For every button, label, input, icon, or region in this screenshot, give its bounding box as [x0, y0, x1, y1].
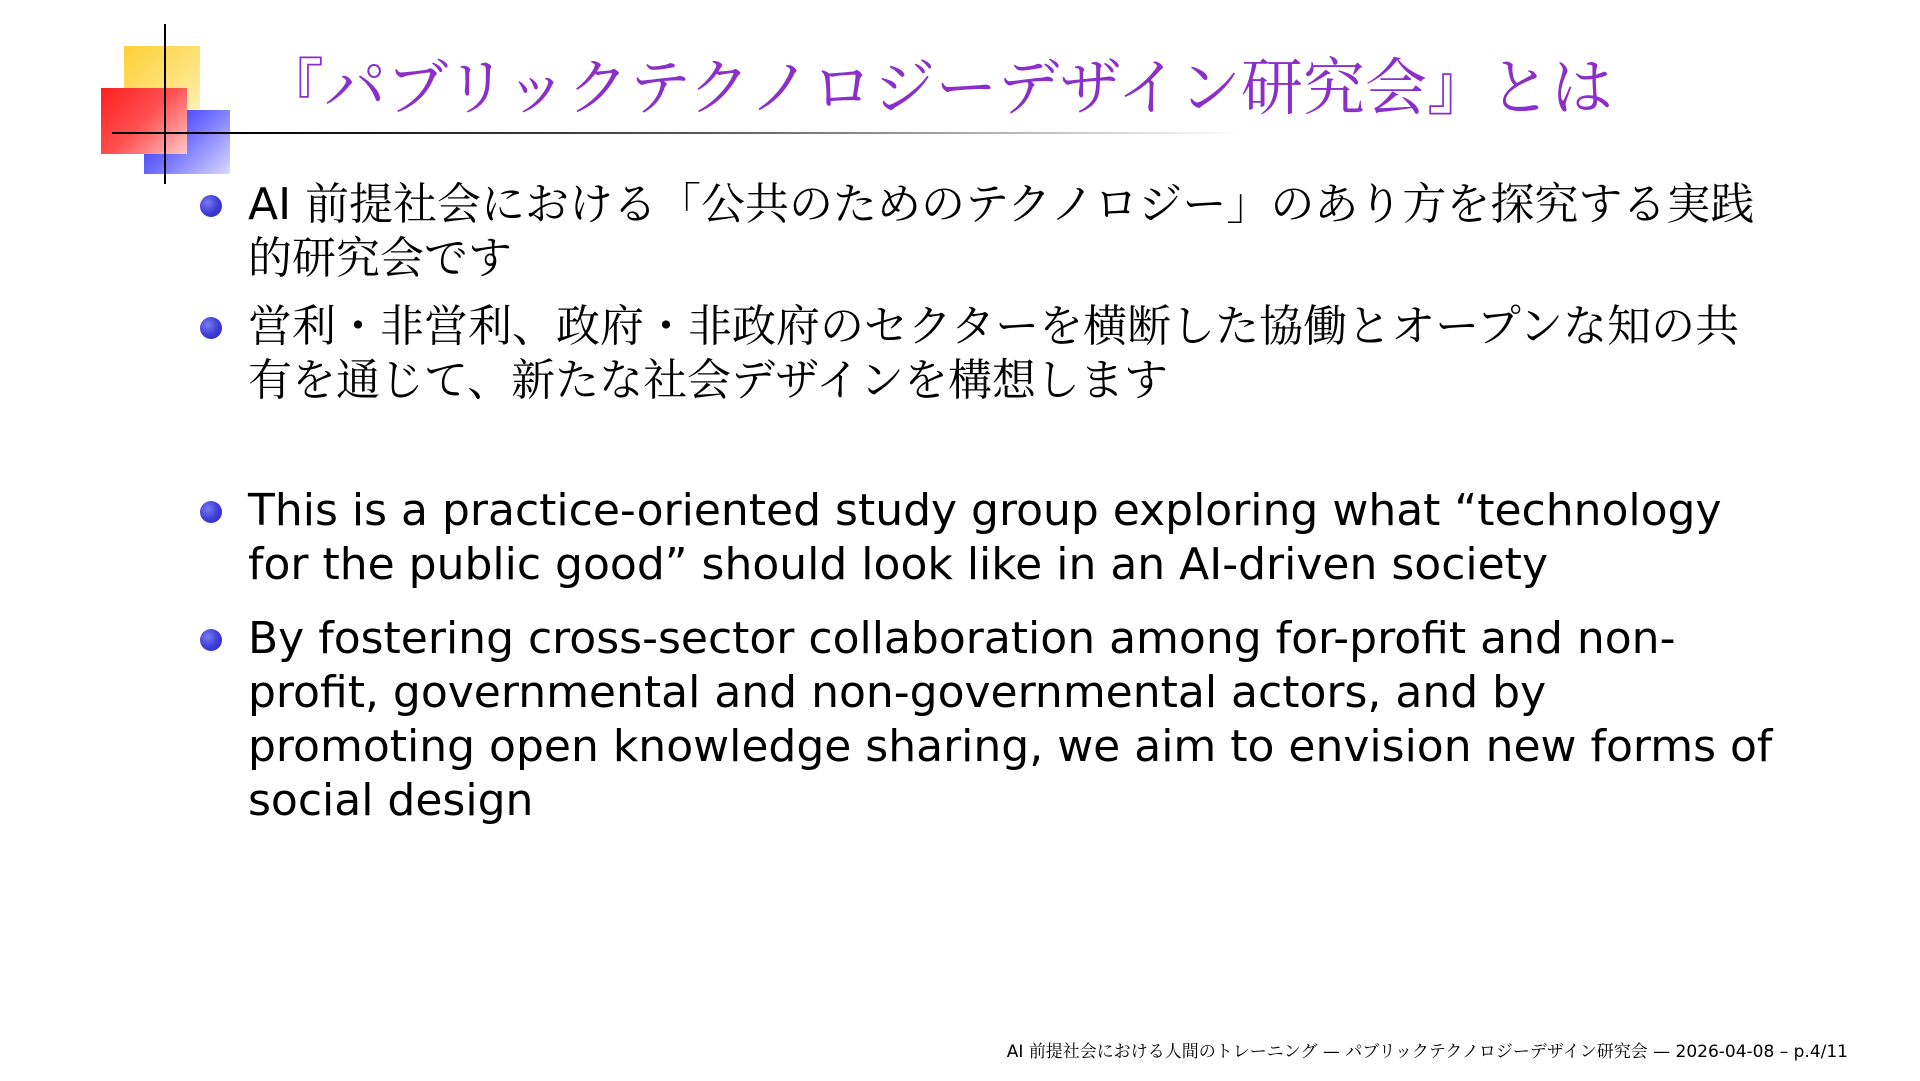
bullet-dot-icon: [200, 317, 222, 339]
slide-title: 『パブリックテクノロジーデザイン研究会』とは: [262, 51, 1613, 124]
logo-horizontal-line: [112, 132, 228, 134]
bullet-text-1: AI 前提社会における「公共のためのテクノロジー」のあり方を探究する実践的研究会です: [248, 179, 1755, 284]
slide-footer: AI 前提社会における人間のトレーニング — パブリックテクノロジーデザイン研究会 — 2026-04-08 – p.4/11: [1006, 1042, 1848, 1062]
bullet-text-4: By fostering cross-sector collaboration among for-profit and non-profit, governmental and non-governmental actors, and by promoting open knowledge sharing, we aim to envision new forms of social design: [248, 613, 1773, 826]
title-underline: [228, 132, 1242, 134]
bullet-dot-icon: [200, 501, 222, 523]
bullet-item-2: [248, 300, 1778, 408]
bullet-text-3: This is a practice-oriented study group exploring what “technology for the public good” should look like in an AI-driven society: [248, 485, 1722, 590]
bullet-item-4: [248, 612, 1778, 828]
bullet-item-1: [248, 178, 1778, 286]
bullet-dot-icon: [200, 195, 222, 217]
logo-red-square: [101, 88, 187, 154]
logo-vertical-line: [164, 24, 166, 184]
bullet-dot-icon: [200, 629, 222, 651]
bullet-item-3: [248, 484, 1778, 592]
bullet-text-2: 営利・非営利、政府・非政府のセクターを横断した協働とオープンな知の共有を通じて、新たな社会デザインを構想します: [248, 301, 1740, 406]
slide-logo: [0, 0, 240, 200]
